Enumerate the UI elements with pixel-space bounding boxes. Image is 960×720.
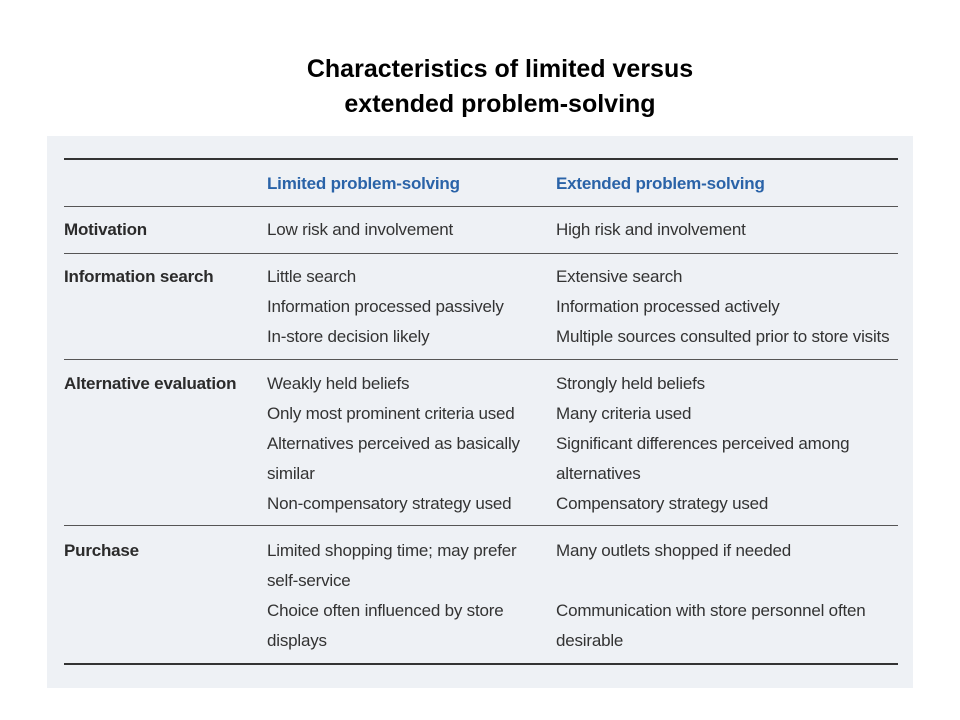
cell-line: similar	[267, 464, 315, 483]
cell-line: Low risk and involvement	[267, 220, 454, 239]
cell-information-search-extended	[556, 262, 889, 352]
table-bottom-rule	[64, 663, 898, 665]
slide-title-line-2: extended problem-solving	[344, 90, 656, 118]
cell-motivation-extended	[556, 215, 746, 245]
row-rule-2	[64, 359, 898, 360]
cell-line: Compensatory strategy used	[556, 494, 769, 513]
cell-line: In-store decision likely	[267, 327, 430, 346]
cell-line: Strongly held beliefs	[556, 374, 705, 393]
cell-line: Alternatives perceived as basically	[267, 434, 520, 453]
row-rule-1	[64, 253, 898, 254]
cell-line: Information processed passively	[267, 297, 504, 316]
row-label-purchase: Purchase	[64, 541, 139, 560]
cell-information-search-limited	[267, 262, 504, 352]
cell-line: Little search	[267, 267, 357, 286]
cell-line	[556, 566, 866, 596]
cell-purchase-limited	[267, 536, 516, 656]
cell-purchase-extended	[556, 536, 866, 656]
comparison-table	[47, 136, 913, 688]
table-top-rule	[64, 158, 898, 160]
cell-line: Limited shopping time; may prefer	[267, 541, 517, 560]
cell-line: Only most prominent criteria used	[267, 404, 515, 423]
row-rule-3	[64, 525, 898, 526]
cell-line: Communication with store personnel often	[556, 601, 866, 620]
cell-alternative-evaluation-limited	[267, 369, 520, 519]
cell-line: displays	[267, 631, 327, 650]
cell-line: Non-compensatory strategy used	[267, 494, 512, 513]
cell-line: Significant differences perceived among	[556, 434, 850, 453]
cell-line: desirable	[556, 631, 624, 650]
slide-title-line-1: Characteristics of limited versus	[306, 55, 694, 83]
cell-line: Information processed actively	[556, 297, 780, 316]
cell-line: Choice often influenced by store	[267, 601, 504, 620]
cell-line: self-service	[267, 571, 351, 590]
cell-line: Many outlets shopped if needed	[556, 541, 792, 560]
header-limited: Limited problem-solving	[267, 174, 460, 193]
cell-line: High risk and involvement	[556, 220, 746, 239]
row-label-information-search: Information search	[64, 267, 214, 286]
row-label-alternative-evaluation: Alternative evaluation	[64, 374, 237, 393]
row-label-motivation: Motivation	[64, 220, 147, 239]
cell-motivation-limited	[267, 215, 453, 245]
cell-line: Weakly held beliefs	[267, 374, 410, 393]
cell-line: Many criteria used	[556, 404, 692, 423]
cell-line: Extensive search	[556, 267, 683, 286]
header-rule	[64, 206, 898, 207]
cell-line: Multiple sources consulted prior to store visits	[556, 327, 890, 346]
cell-alternative-evaluation-extended	[556, 369, 849, 519]
cell-line: alternatives	[556, 464, 641, 483]
header-extended: Extended problem-solving	[556, 174, 765, 193]
slide-title	[0, 52, 960, 122]
